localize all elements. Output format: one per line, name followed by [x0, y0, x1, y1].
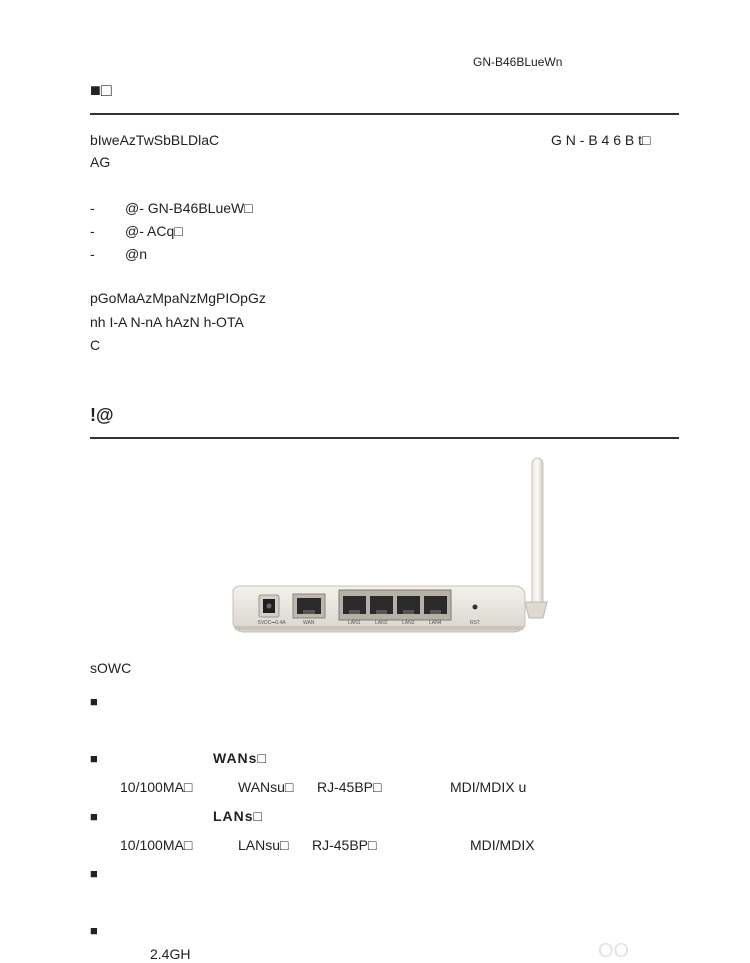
port-label: LAN2 — [375, 620, 388, 626]
port-label: RST — [470, 620, 480, 626]
port-label: WAN — [303, 620, 315, 626]
list-dash: - — [90, 200, 95, 216]
para-line-2: nh I-A N-nA hAzN h-OTA — [90, 314, 244, 330]
list-item: @n — [125, 246, 147, 262]
freq-spec: 2.4GH — [150, 946, 191, 962]
port-label: LAN1 — [348, 620, 361, 626]
lan-spec-connector: RJ-45BP□ — [312, 837, 377, 853]
lan-ports — [339, 590, 451, 620]
port-label: 5VDC⎓0.4A — [258, 620, 286, 626]
section-2-rule — [90, 437, 679, 439]
lan-spec-port: LANsu□ — [238, 837, 289, 853]
para-line-1: pGoMaAzMpaNzMgPIOpGz — [90, 290, 266, 306]
power-jack — [259, 595, 279, 617]
bullet-mark: ■ — [90, 694, 98, 709]
section-1-title: ■□ — [90, 80, 112, 100]
intro-line-1-right: G N - B 4 6 B t□ — [551, 132, 651, 148]
header-model: GN-B46BLueWn — [473, 55, 563, 69]
wan-spec-speed: 10/100MA□ — [120, 779, 193, 795]
antenna — [525, 458, 547, 618]
section-1-rule — [90, 113, 679, 115]
list-dash: - — [90, 223, 95, 239]
lan-spec-mdi: MDI/MDIX — [470, 837, 535, 853]
wan-port — [293, 594, 325, 618]
watermark: OO — [598, 940, 630, 962]
intro-line-2: AG — [90, 154, 111, 170]
bullet-mark: ■ — [90, 809, 98, 824]
wan-spec-connector: RJ-45BP□ — [317, 779, 382, 795]
list-item: @- GN-B46BLueW□ — [125, 200, 253, 216]
bullet-mark: ■ — [90, 751, 98, 766]
reset-hole — [473, 605, 478, 610]
port-label: LAN4 — [429, 620, 442, 626]
port-label: LAN3 — [402, 620, 415, 626]
lan-spec-speed: 10/100MA□ — [120, 837, 193, 853]
wan-spec-port: WANsu□ — [238, 779, 294, 795]
wan-spec-mdi: MDI/MDIX u — [450, 779, 527, 795]
router-back-panel-illustration — [225, 450, 555, 640]
wan-heading: WANs□ — [213, 750, 267, 766]
para-line-3: C — [90, 337, 101, 353]
list-dash: - — [90, 246, 95, 262]
bullet-mark: ■ — [90, 923, 98, 938]
list-item: @- ACq□ — [125, 223, 183, 239]
lan-heading: LANs□ — [213, 808, 264, 824]
section-2-title: !@ — [90, 405, 114, 425]
bullet-mark: ■ — [90, 866, 98, 881]
intro-line-1: bIweAzTwSbBLDlaC — [90, 132, 220, 148]
figure-caption: sOWC — [90, 660, 132, 676]
